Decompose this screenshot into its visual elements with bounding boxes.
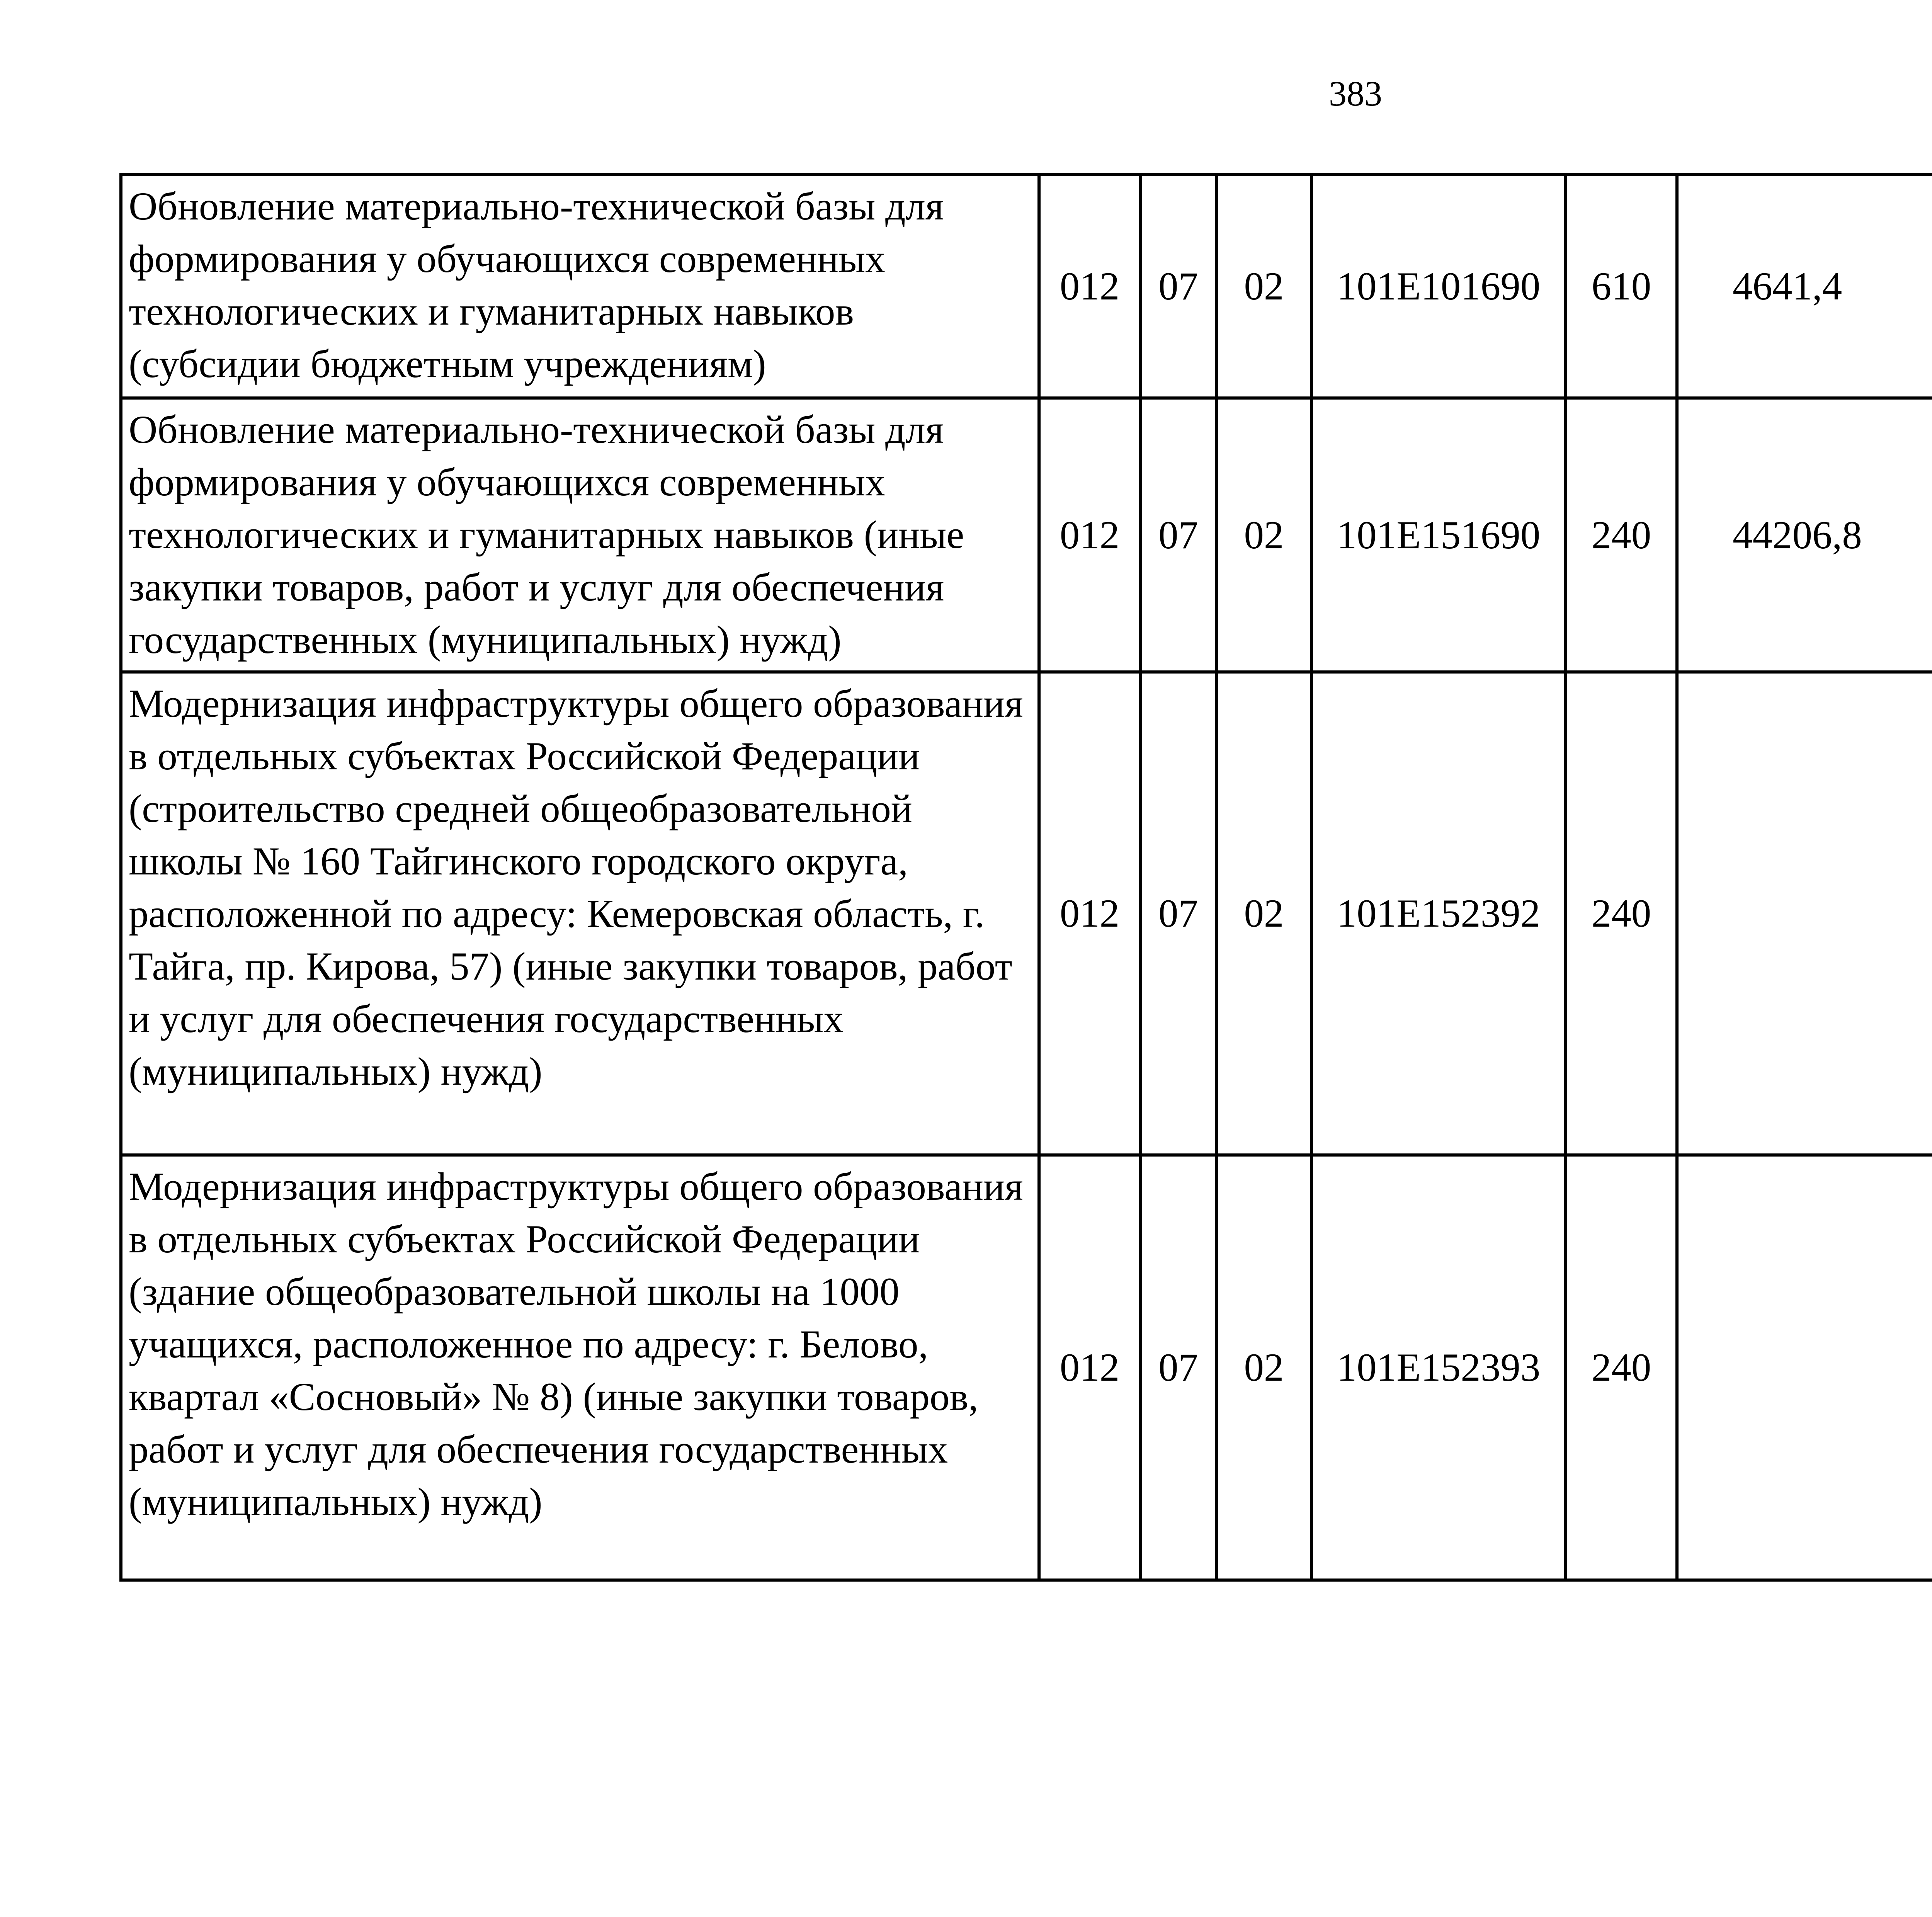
expense-type-code: 240: [1566, 398, 1677, 672]
table-row: [121, 1155, 1932, 1580]
ministry-code: 012: [1039, 672, 1140, 1155]
ministry-code: 012: [1039, 398, 1140, 672]
target-article-code: 101E152393: [1311, 1155, 1566, 1580]
page-number: 383: [1329, 74, 1382, 113]
target-article-code: 101E151690: [1311, 398, 1566, 672]
table-row: [121, 175, 1932, 398]
ministry-code: 012: [1039, 1155, 1140, 1580]
expense-type-code: 240: [1566, 672, 1677, 1155]
row-description: Модернизация инфраструктуры общего образования в отдельных субъектах Российской Федерации (строительство средней общеобразовательной школы № 160 Тайгинского городского округа, расположенной по адресу: Кемеровская область, г. Тайга, пр. Кирова, 57) (иные закупки товаров, работ и услуг для обеспечения государственных (муниципальных) нужд): [121, 672, 1039, 1155]
subsection-code: 02: [1216, 398, 1311, 672]
section-code: 07: [1140, 672, 1216, 1155]
expense-type-code: 240: [1566, 1155, 1677, 1580]
amount-year-1: 44206,8: [1677, 398, 1932, 672]
section-code: 07: [1140, 175, 1216, 398]
table-row: [121, 672, 1932, 1155]
row-description: Обновление материально-технической базы для формирования у обучающихся современных технологических и гуманитарных навыков (иные закупки товаров, работ и услуг для обеспечения государственных (муниципальных) нужд): [121, 398, 1039, 672]
section-code: 07: [1140, 398, 1216, 672]
subsection-code: 02: [1216, 1155, 1311, 1580]
subsection-code: 02: [1216, 175, 1311, 398]
section-code: 07: [1140, 1155, 1216, 1580]
table-row: [121, 398, 1932, 672]
amount-year-1: [1677, 1155, 1932, 1580]
target-article-code: 101E101690: [1311, 175, 1566, 398]
amount-year-1: 4641,4: [1677, 175, 1932, 398]
target-article-code: 101E152392: [1311, 672, 1566, 1155]
ministry-code: 012: [1039, 175, 1140, 398]
row-description: Обновление материально-технической базы для формирования у обучающихся современных технологических и гуманитарных навыков (субсидии бюджетным учреждениям): [121, 175, 1039, 398]
amount-year-1: [1677, 672, 1932, 1155]
expense-type-code: 610: [1566, 175, 1677, 398]
budget-table: [119, 173, 1932, 1582]
row-description: Модернизация инфраструктуры общего образования в отдельных субъектах Российской Федерации (здание общеобразовательной школы на 1000 учащихся, расположенное по адресу: г. Белово, квартал «Сосновый» № 8) (иные закупки товаров, работ и услуг для обеспечения государственных (муниципальных) нужд): [121, 1155, 1039, 1580]
subsection-code: 02: [1216, 672, 1311, 1155]
